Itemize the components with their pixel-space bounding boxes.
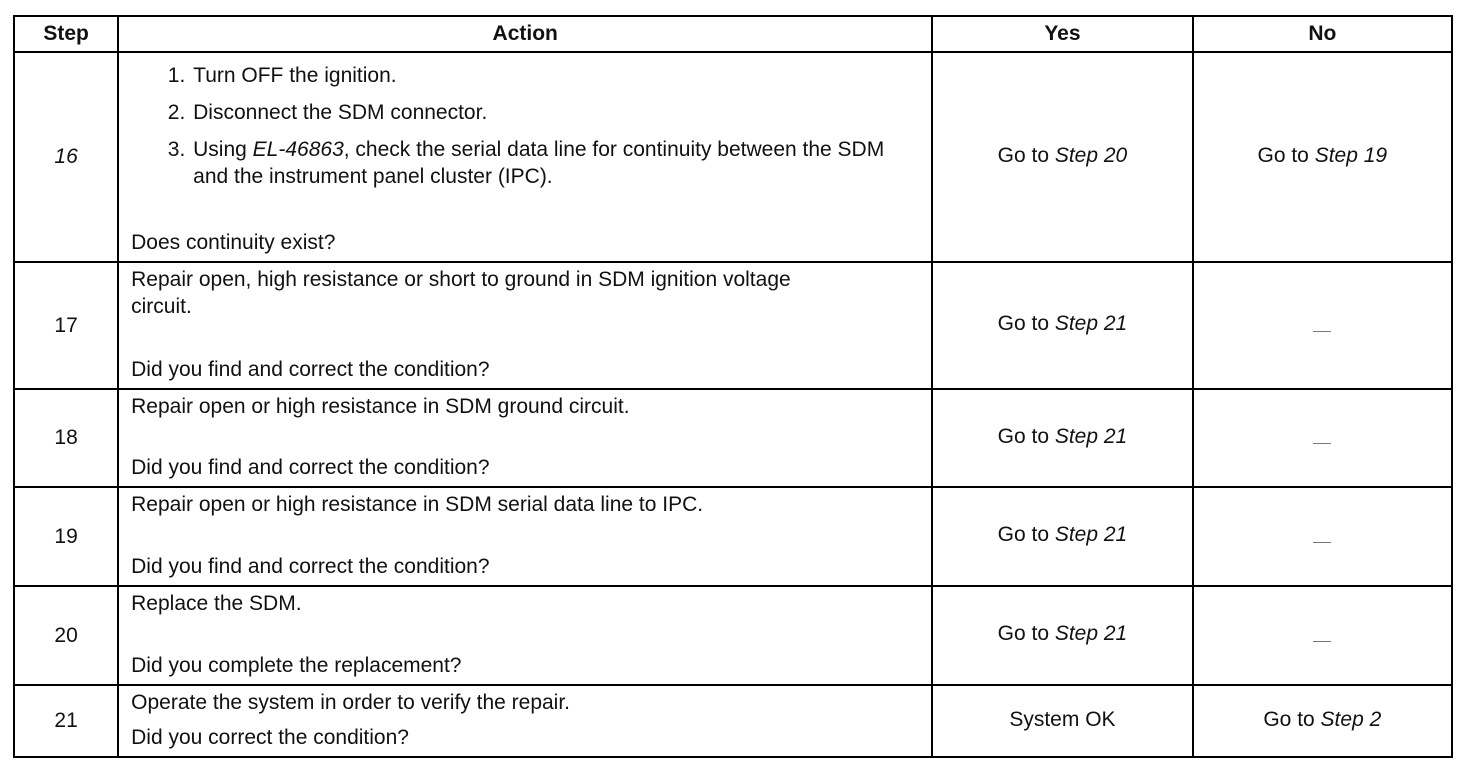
step-reference: Step 21 [1054,312,1128,335]
yes-answer [933,423,1191,454]
table-row-step-20 [14,586,1452,685]
yes-answer [933,310,1191,341]
header-action: Action [118,16,932,52]
diagnostic-table [13,15,1453,758]
action-cell [118,685,932,757]
yes-answer: System OK [1009,707,1116,731]
step-reference: Step 21 [1054,523,1128,546]
step-reference: Step 21 [1054,622,1128,645]
header-yes: Yes [932,16,1192,52]
table-row-step-19 [14,487,1452,586]
step-reference: Step 20 [1054,143,1128,167]
no-cell [1193,487,1452,586]
action-cell [118,262,932,389]
dash-mark [1313,331,1331,332]
yes-answer [933,142,1191,173]
dash-mark [1313,443,1331,444]
no-answer [1194,142,1451,173]
dash-mark [1313,542,1331,543]
action-cell [118,52,932,262]
header-row [14,16,1452,52]
yes-cell [932,52,1192,262]
dash-mark [1313,641,1331,642]
action-cell [118,389,932,487]
question-text: Does continuity exist? [131,231,336,254]
table-row-step-18 [14,389,1452,487]
question-text: Did you find and correct the condition? [131,456,490,479]
step-number: 19 [14,487,118,586]
yes-answer-text: Go to [997,523,1055,546]
header-step: Step [14,16,118,52]
action-list-item: 2. Disconnect the SDM connector. [191,99,919,126]
yes-answer [933,620,1191,651]
yes-cell [932,685,1192,757]
action-text: Replace the SDM. [131,592,302,615]
table-row-step-17 [14,262,1452,389]
tool-reference: EL-46863 [252,138,344,161]
no-cell [1193,262,1452,389]
action-list [131,62,919,190]
action-list-item: 1. Turn OFF the ignition. [191,62,919,89]
no-cell [1193,389,1452,487]
step-number: 17 [14,262,118,389]
no-cell [1193,685,1452,757]
question-text: Did you complete the replacement? [131,654,462,677]
yes-cell [932,262,1192,389]
action-cell [118,586,932,685]
step-reference: Step 21 [1054,424,1128,448]
action-text: Using [193,138,253,161]
action-text: Repair open or high resistance in SDM ground circuit. [131,395,630,418]
action-text: Repair open or high resistance in SDM serial data line to IPC. [131,493,704,516]
yes-cell [932,586,1192,685]
yes-answer-text: Go to [997,312,1055,335]
no-answer [1194,706,1451,737]
header-no: No [1193,16,1452,52]
step-reference: Step 2 [1320,707,1382,731]
no-cell [1193,52,1452,262]
yes-cell [932,389,1192,487]
yes-answer-text: Go to [997,143,1055,167]
action-text: Repair open, high resistance or short to ground in SDM ignition voltage circuit. [131,268,791,318]
step-number: 20 [14,586,118,685]
action-list-item [191,136,919,190]
yes-answer-text: Go to [997,424,1055,448]
table-row-step-16 [14,52,1452,262]
step-number: 21 [14,685,118,757]
no-cell [1193,586,1452,685]
yes-answer [933,521,1191,552]
action-text: , check the serial data line for continuity between the SDM and the instrument panel cluster (IPC). [193,138,885,188]
yes-cell [932,487,1192,586]
yes-answer-text: Go to [997,622,1055,645]
table-row-step-21 [14,685,1452,757]
no-answer-text: Go to [1263,707,1321,731]
action-cell [118,487,932,586]
question-text: Did you find and correct the condition? [131,555,490,578]
question-text: Did you correct the condition? [131,726,409,749]
action-text: Operate the system in order to verify the repair. [131,691,571,714]
step-reference: Step 19 [1314,143,1388,167]
question-text: Did you find and correct the condition? [131,358,490,381]
step-number: 18 [14,389,118,487]
no-answer-text: Go to [1257,143,1315,167]
step-number: 16 [14,52,118,262]
